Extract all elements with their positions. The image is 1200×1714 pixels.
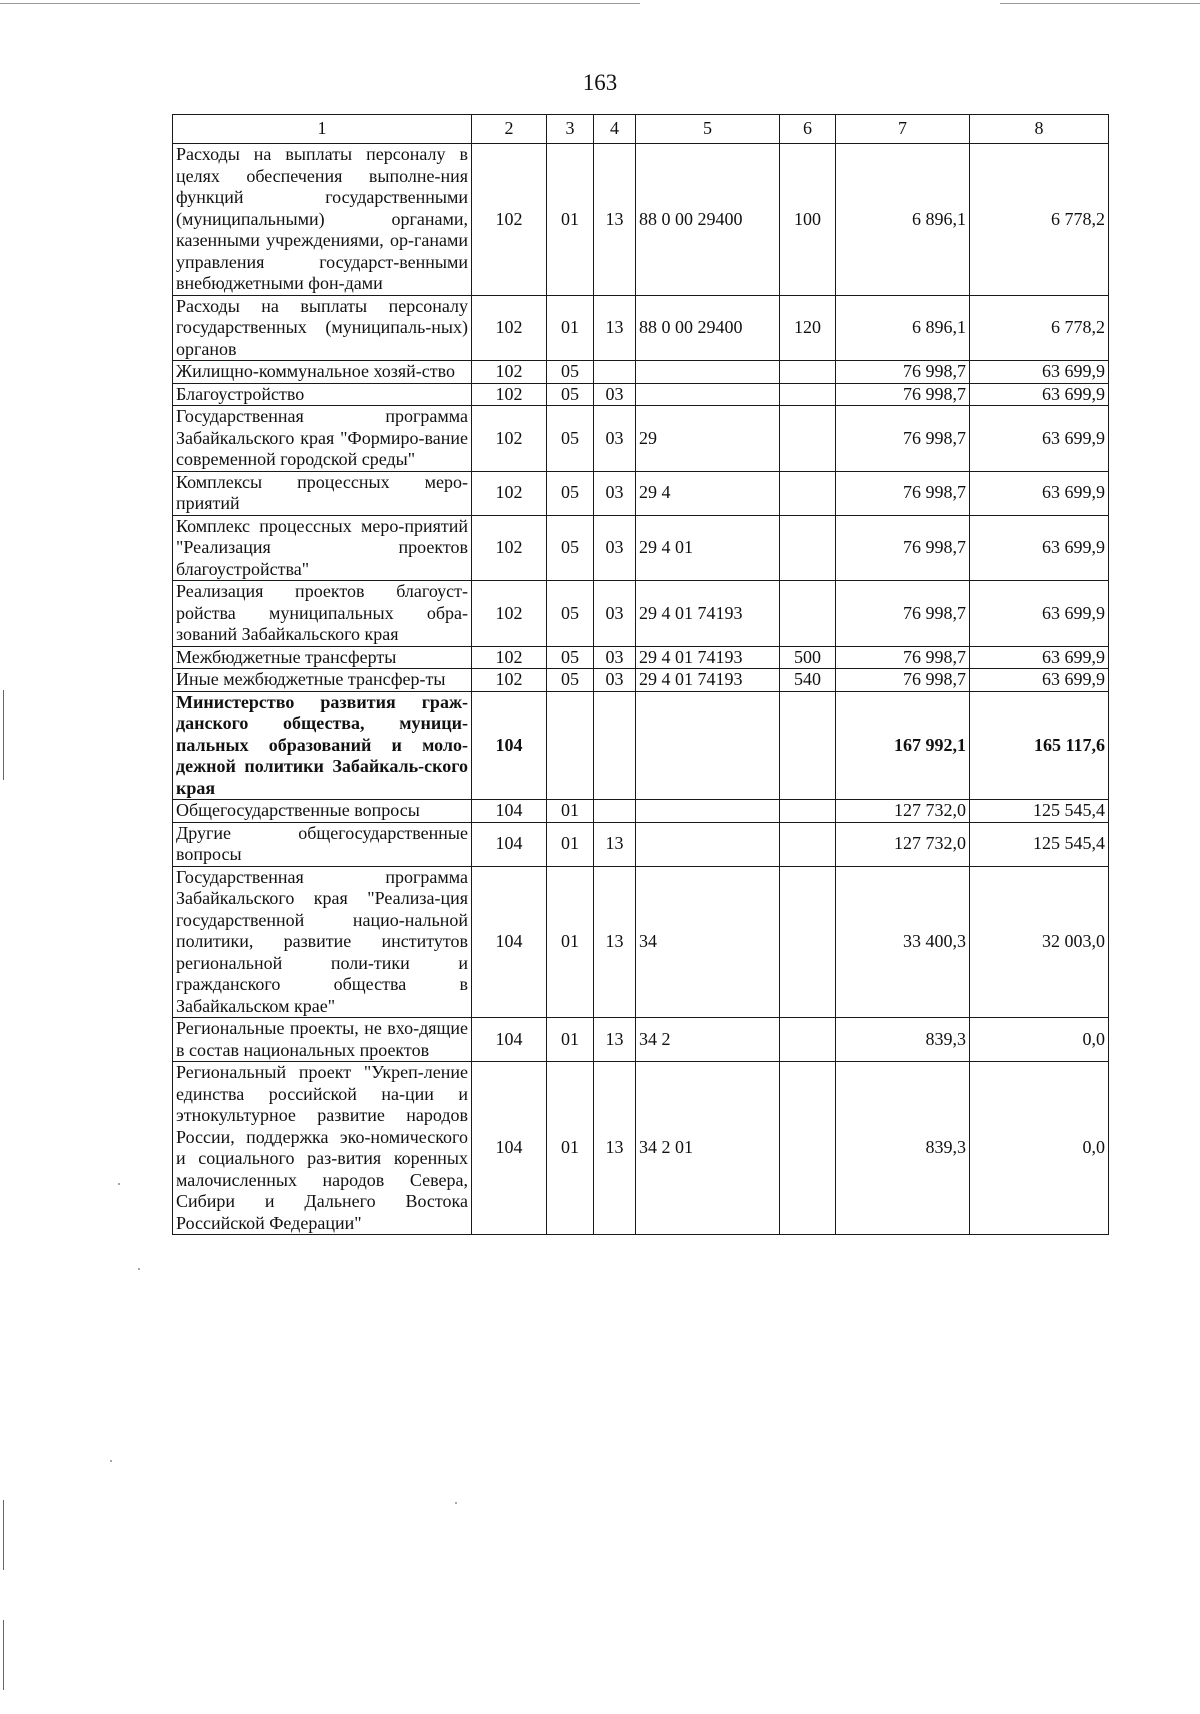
column-header: 6 xyxy=(780,115,836,144)
cell-col4 xyxy=(594,691,636,800)
cell-col6 xyxy=(780,691,836,800)
cell-col5: 29 4 01 74193 xyxy=(636,646,780,669)
cell-col4: 13 xyxy=(594,295,636,361)
table-body xyxy=(173,144,1109,1235)
cell-col2: 102 xyxy=(472,669,547,692)
cell-col5: 29 4 xyxy=(636,471,780,515)
cell-col3: 01 xyxy=(547,1062,594,1235)
scan-edge-line xyxy=(1000,3,1200,4)
budget-table xyxy=(172,114,1109,1235)
cell-col8: 63 699,9 xyxy=(970,383,1109,406)
cell-col2: 102 xyxy=(472,295,547,361)
cell-col5 xyxy=(636,822,780,866)
cell-col4: 03 xyxy=(594,581,636,647)
cell-col4: 13 xyxy=(594,866,636,1018)
cell-col7: 76 998,7 xyxy=(836,471,970,515)
cell-col3: 05 xyxy=(547,471,594,515)
cell-col6 xyxy=(780,383,836,406)
cell-col6 xyxy=(780,1062,836,1235)
cell-col7: 839,3 xyxy=(836,1018,970,1062)
cell-col6: 540 xyxy=(780,669,836,692)
cell-col8: 63 699,9 xyxy=(970,515,1109,581)
table-row xyxy=(173,822,1109,866)
cell-col4: 03 xyxy=(594,515,636,581)
row-name: Расходы на выплаты персоналу в целях обеспечения выполне-ния функций государственными (муниципальными) органами, казенными учреждениями, ор-ганами управления государст-венными внебюджетными фон-дами xyxy=(173,144,472,296)
cell-col3: 01 xyxy=(547,822,594,866)
cell-col8: 6 778,2 xyxy=(970,144,1109,296)
cell-col3: 05 xyxy=(547,406,594,472)
cell-col5: 88 0 00 29400 xyxy=(636,295,780,361)
cell-col7: 6 896,1 xyxy=(836,144,970,296)
cell-col2: 102 xyxy=(472,383,547,406)
cell-col7: 76 998,7 xyxy=(836,361,970,384)
cell-col3: 05 xyxy=(547,669,594,692)
cell-col5: 29 xyxy=(636,406,780,472)
cell-col5 xyxy=(636,800,780,823)
cell-col4: 03 xyxy=(594,471,636,515)
header-row xyxy=(173,115,1109,144)
cell-col2: 102 xyxy=(472,515,547,581)
cell-col8: 165 117,6 xyxy=(970,691,1109,800)
column-header: 3 xyxy=(547,115,594,144)
table-row xyxy=(173,646,1109,669)
cell-col3: 05 xyxy=(547,515,594,581)
cell-col4: 13 xyxy=(594,1018,636,1062)
cell-col8: 63 699,9 xyxy=(970,646,1109,669)
row-name: Иные межбюджетные трансфер-ты xyxy=(173,669,472,692)
cell-col7: 6 896,1 xyxy=(836,295,970,361)
cell-col7: 839,3 xyxy=(836,1062,970,1235)
cell-col4: 03 xyxy=(594,646,636,669)
row-name: Государственная программа Забайкальского края "Реализа-ция государственной нацио-нальной политики, развитие институтов региональной поли-тики и гражданского общества в Забайкальском крае" xyxy=(173,866,472,1018)
table-row xyxy=(173,669,1109,692)
cell-col7: 76 998,7 xyxy=(836,515,970,581)
cell-col4: 13 xyxy=(594,144,636,296)
cell-col8: 63 699,9 xyxy=(970,581,1109,647)
row-name: Межбюджетные трансферты xyxy=(173,646,472,669)
cell-col4: 13 xyxy=(594,822,636,866)
row-name: Комплекс процессных меро-приятий "Реализация проектов благоустройства" xyxy=(173,515,472,581)
margin-mark xyxy=(3,1620,4,1690)
cell-col8: 125 545,4 xyxy=(970,822,1109,866)
cell-col8: 125 545,4 xyxy=(970,800,1109,823)
table-row xyxy=(173,866,1109,1018)
table-row xyxy=(173,383,1109,406)
table-row xyxy=(173,144,1109,296)
cell-col4: 13 xyxy=(594,1062,636,1235)
table-row xyxy=(173,581,1109,647)
row-name: Региональный проект "Укреп-ление единства российской на-ции и этнокультурное развитие народов России, поддержка эко-номического и социального раз-вития коренных малочисленных народов Севера, Сибири и Дальнего Востока Российской Федерации" xyxy=(173,1062,472,1235)
margin-mark xyxy=(3,690,4,780)
cell-col5: 34 2 xyxy=(636,1018,780,1062)
cell-col7: 76 998,7 xyxy=(836,646,970,669)
cell-col7: 76 998,7 xyxy=(836,581,970,647)
cell-col6 xyxy=(780,866,836,1018)
column-header: 8 xyxy=(970,115,1109,144)
cell-col8: 63 699,9 xyxy=(970,406,1109,472)
cell-col2: 102 xyxy=(472,144,547,296)
cell-col6 xyxy=(780,581,836,647)
row-name: Другие общегосударственные вопросы xyxy=(173,822,472,866)
cell-col6 xyxy=(780,406,836,472)
cell-col6 xyxy=(780,361,836,384)
cell-col6 xyxy=(780,1018,836,1062)
cell-col7: 76 998,7 xyxy=(836,383,970,406)
cell-col8: 0,0 xyxy=(970,1062,1109,1235)
cell-col3: 01 xyxy=(547,866,594,1018)
column-header: 7 xyxy=(836,115,970,144)
cell-col2: 102 xyxy=(472,646,547,669)
cell-col5: 88 0 00 29400 xyxy=(636,144,780,296)
cell-col6 xyxy=(780,822,836,866)
table-row xyxy=(173,691,1109,800)
cell-col3 xyxy=(547,691,594,800)
cell-col8: 32 003,0 xyxy=(970,866,1109,1018)
cell-col4: 03 xyxy=(594,406,636,472)
cell-col6 xyxy=(780,471,836,515)
page-number: 163 xyxy=(582,70,618,95)
cell-col2: 102 xyxy=(472,471,547,515)
row-name: Расходы на выплаты персоналу государственных (муниципаль-ных) органов xyxy=(173,295,472,361)
cell-col4: 03 xyxy=(594,383,636,406)
scan-dot xyxy=(118,1183,120,1185)
table-row xyxy=(173,406,1109,472)
cell-col2: 104 xyxy=(472,1062,547,1235)
cell-col7: 76 998,7 xyxy=(836,669,970,692)
table-row xyxy=(173,1062,1109,1235)
cell-col3: 01 xyxy=(547,295,594,361)
table-row xyxy=(173,800,1109,823)
margin-mark xyxy=(3,1500,4,1570)
cell-col2: 102 xyxy=(472,406,547,472)
cell-col4 xyxy=(594,361,636,384)
table-row xyxy=(173,471,1109,515)
cell-col7: 33 400,3 xyxy=(836,866,970,1018)
cell-col8: 63 699,9 xyxy=(970,361,1109,384)
cell-col5: 34 2 01 xyxy=(636,1062,780,1235)
cell-col6 xyxy=(780,800,836,823)
cell-col5: 29 4 01 74193 xyxy=(636,669,780,692)
cell-col3: 05 xyxy=(547,646,594,669)
cell-col7: 127 732,0 xyxy=(836,822,970,866)
table-row xyxy=(173,295,1109,361)
cell-col5 xyxy=(636,691,780,800)
cell-col2: 104 xyxy=(472,866,547,1018)
cell-col4 xyxy=(594,800,636,823)
row-name: Реализация проектов благоуст-ройства муниципальных обра-зований Забайкальского края xyxy=(173,581,472,647)
cell-col2: 104 xyxy=(472,691,547,800)
cell-col2: 104 xyxy=(472,822,547,866)
cell-col5 xyxy=(636,361,780,384)
column-header: 2 xyxy=(472,115,547,144)
cell-col6: 120 xyxy=(780,295,836,361)
cell-col7: 127 732,0 xyxy=(836,800,970,823)
table-row xyxy=(173,361,1109,384)
scan-dot xyxy=(138,1268,140,1270)
table-row xyxy=(173,1018,1109,1062)
cell-col3: 01 xyxy=(547,800,594,823)
cell-col3: 05 xyxy=(547,361,594,384)
cell-col4: 03 xyxy=(594,669,636,692)
cell-col8: 6 778,2 xyxy=(970,295,1109,361)
row-name: Региональные проекты, не вхо-дящие в состав национальных проектов xyxy=(173,1018,472,1062)
cell-col5 xyxy=(636,383,780,406)
row-name: Общегосударственные вопросы xyxy=(173,800,472,823)
cell-col6: 500 xyxy=(780,646,836,669)
cell-col3: 05 xyxy=(547,383,594,406)
cell-col2: 104 xyxy=(472,1018,547,1062)
table-row xyxy=(173,515,1109,581)
cell-col5: 29 4 01 xyxy=(636,515,780,581)
cell-col2: 102 xyxy=(472,361,547,384)
cell-col5: 34 xyxy=(636,866,780,1018)
scan-dot xyxy=(110,1460,112,1462)
scan-edge-line xyxy=(0,3,640,4)
cell-col8: 0,0 xyxy=(970,1018,1109,1062)
cell-col8: 63 699,9 xyxy=(970,471,1109,515)
column-header: 4 xyxy=(594,115,636,144)
row-name: Комплексы процессных меро-приятий xyxy=(173,471,472,515)
cell-col6: 100 xyxy=(780,144,836,296)
row-name: Жилищно-коммунальное хозяй-ство xyxy=(173,361,472,384)
cell-col7: 167 992,1 xyxy=(836,691,970,800)
row-name: Министерство развития граж-данского общества, муници-пальных образований и моло-дежной политики Забайкаль-ского края xyxy=(173,691,472,800)
cell-col3: 01 xyxy=(547,1018,594,1062)
cell-col8: 63 699,9 xyxy=(970,669,1109,692)
scan-dot xyxy=(455,1502,457,1504)
cell-col3: 05 xyxy=(547,581,594,647)
cell-col5: 29 4 01 74193 xyxy=(636,581,780,647)
column-header: 5 xyxy=(636,115,780,144)
cell-col2: 102 xyxy=(472,581,547,647)
row-name: Государственная программа Забайкальского края "Формиро-вание современной городской среды" xyxy=(173,406,472,472)
row-name: Благоустройство xyxy=(173,383,472,406)
cell-col7: 76 998,7 xyxy=(836,406,970,472)
column-header: 1 xyxy=(173,115,472,144)
cell-col3: 01 xyxy=(547,144,594,296)
cell-col2: 104 xyxy=(472,800,547,823)
cell-col6 xyxy=(780,515,836,581)
